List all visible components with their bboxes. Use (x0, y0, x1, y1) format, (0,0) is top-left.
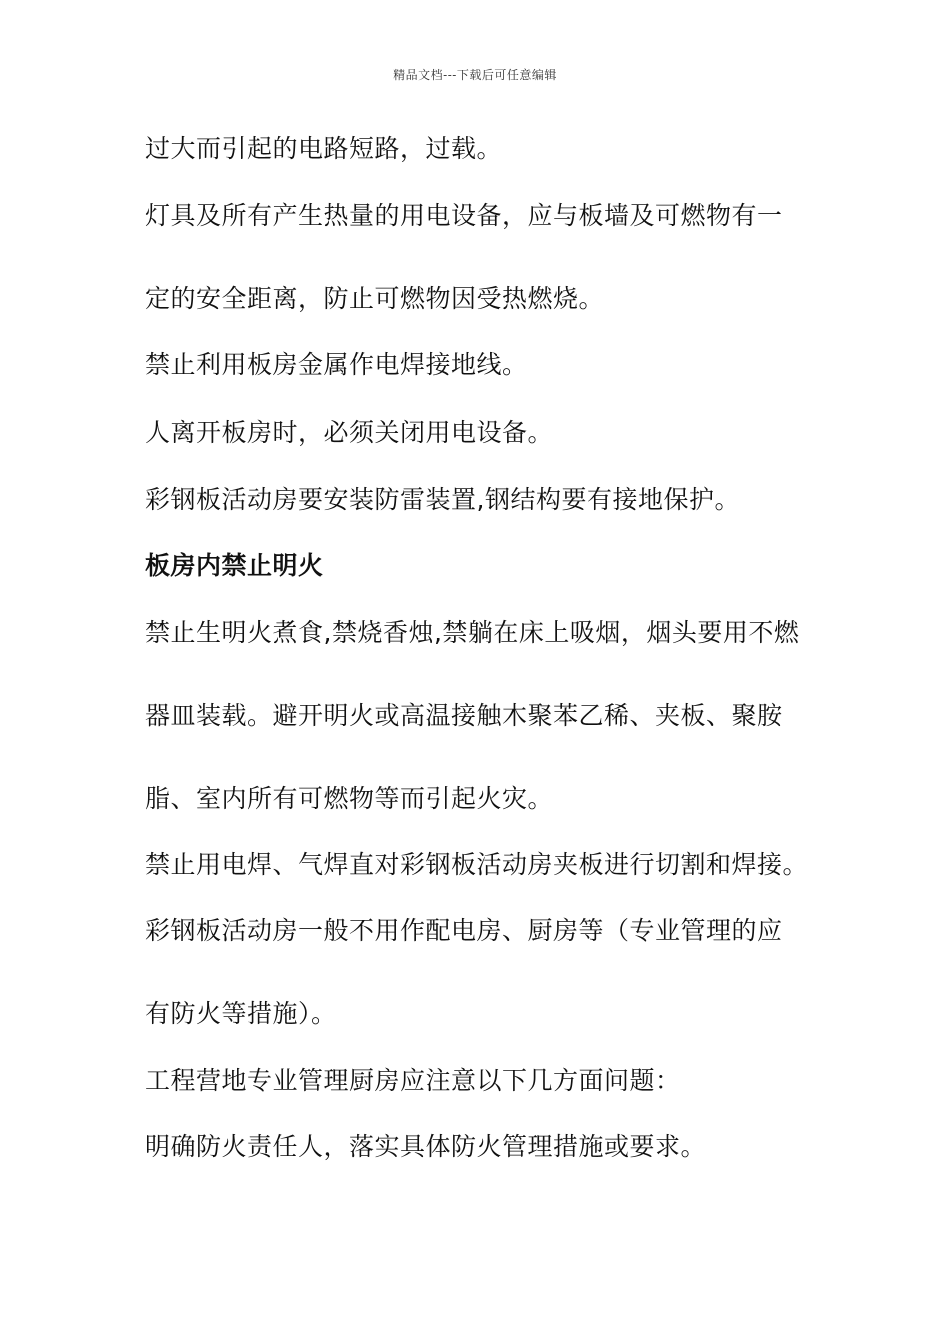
body-line: 明确防火责任人，落实具体防火管理措施或要求。 (145, 1132, 707, 1161)
body-line: 工程营地专业管理厨房应注意以下几方面问题： (145, 1066, 681, 1095)
section-heading: 板房内禁止明火 (145, 551, 324, 580)
page-header: 精品文档---下载后可任意编辑 (393, 68, 557, 82)
body-line: 禁止用电焊、气焊直对彩钢板活动房夹板进行切割和焊接。 (145, 850, 809, 879)
body-line: 过大而引起的电路短路，过载。 (145, 134, 503, 163)
body-line: 彩钢板活动房一般不用作配电房、厨房等（专业管理的应 (145, 916, 783, 945)
body-line: 有防火等措施）。 (145, 999, 337, 1028)
body-line: 器皿装载。避开明火或高温接触木聚苯乙稀、夹板、聚胺 (145, 701, 783, 730)
body-line: 灯具及所有产生热量的用电设备，应与板墙及可燃物有一 (145, 201, 783, 230)
body-line: 禁止利用板房金属作电焊接地线。 (145, 350, 528, 379)
body-line: 脂、室内所有可燃物等而引起火灾。 (145, 784, 554, 813)
body-line: 定的安全距离，防止可燃物因受热燃烧。 (145, 284, 605, 313)
body-line: 彩钢板活动房要安装防雷装置,钢结构要有接地保护。 (145, 485, 740, 514)
body-line: 禁止生明火煮食,禁烧香烛,禁躺在床上吸烟，烟头要用不燃 (145, 618, 800, 647)
body-line: 人离开板房时，必须关闭用电设备。 (145, 418, 554, 447)
